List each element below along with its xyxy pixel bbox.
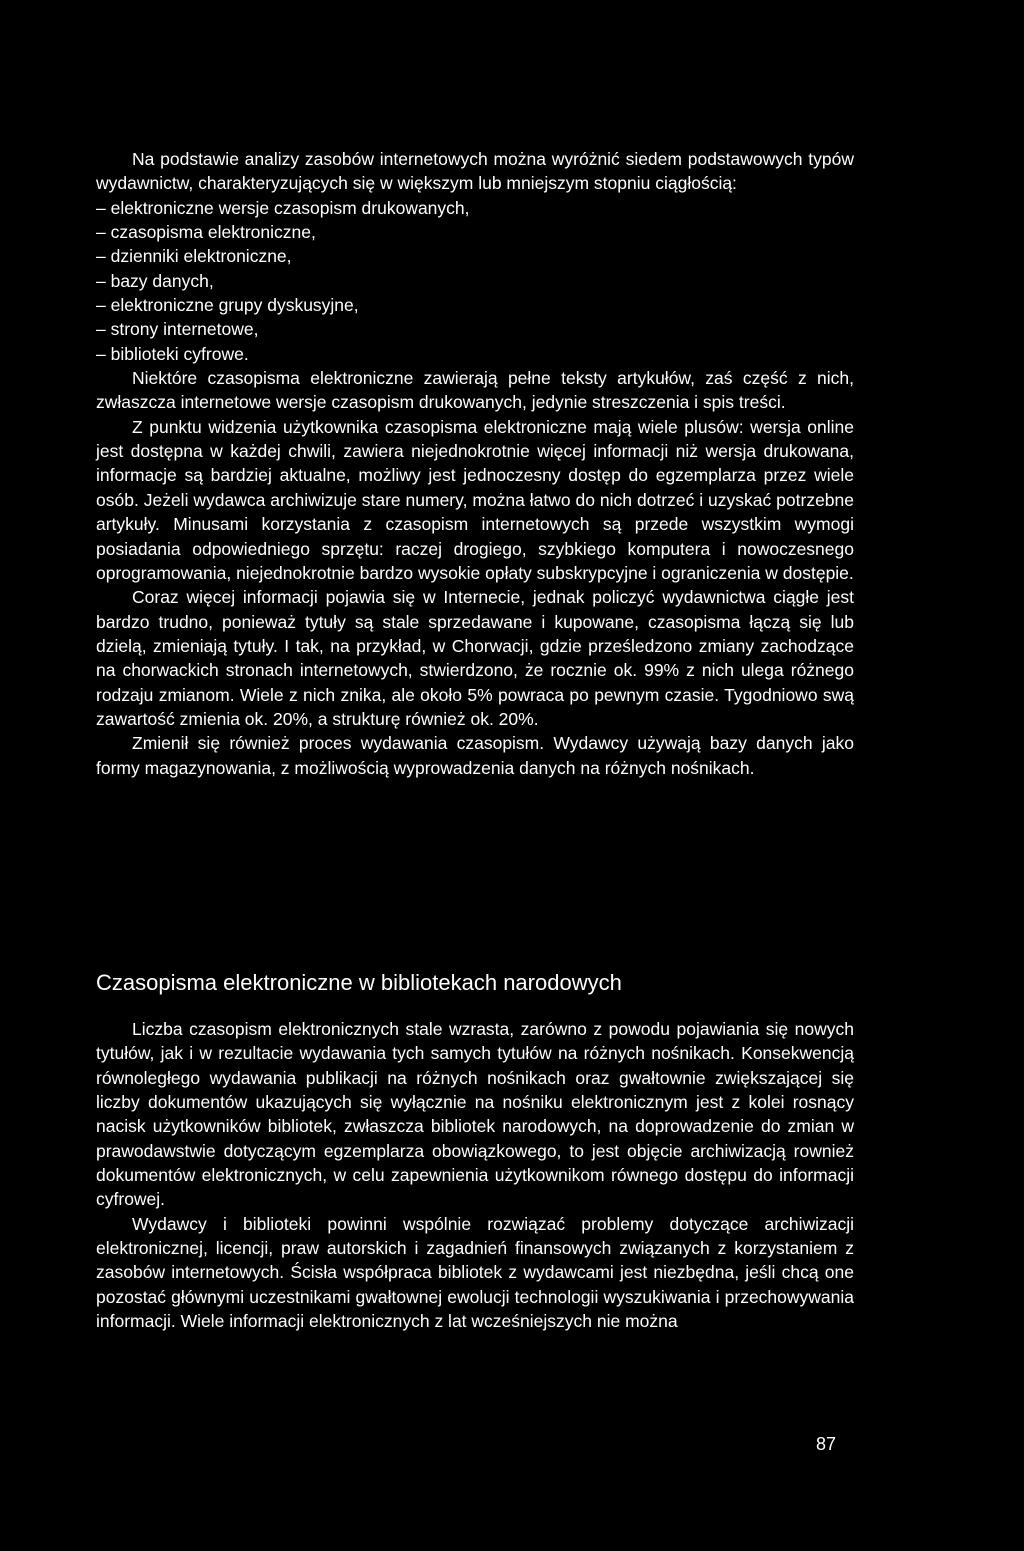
list-item: – dzienniki elektroniczne, bbox=[96, 246, 292, 267]
list-item: – biblioteki cyfrowe. bbox=[96, 343, 249, 364]
paragraph: Zmienił się również proces wydawania czasopism. Wydawcy używają bazy danych jako formy magazynowania, z możliwością wyprowadzenia danych na różnych nośnikach. bbox=[96, 733, 854, 778]
list-item: – bazy danych, bbox=[96, 270, 214, 291]
paragraph: Wydawcy i biblioteki powinni wspólnie rozwiązać problemy dotyczące archiwizacji elektronicznej, licencji, praw autorskich i zagadnień finansowych związanych z korzystaniem z zasobów internetowych. Ścisła współpraca bibliotek z wydawcami jest niezbędna, jeśli chcą one pozostać głównymi uczestnikami gwałtownej ewolucji technologii wyszukiwania i przechowywania informacji. Wiele informacji elektronicznych z lat wcześniejszych nie można bbox=[96, 1213, 854, 1332]
list-item: – elektroniczne wersje czasopism drukowanych, bbox=[96, 197, 470, 218]
section-body bbox=[96, 1017, 854, 1333]
list-item: – elektroniczne grupy dyskusyjne, bbox=[96, 295, 359, 316]
paragraph: Z punktu widzenia użytkownika czasopisma elektroniczne mają wiele plusów: wersja online jest dostępna w każdej chwili, zawiera niejednokrotnie więcej informacji niż wersja drukowana, informacje są bardziej aktualne, możliwy jest jednoczesny dostęp do egzemplarza przez wiele osób. Jeżeli wydawca archiwizuje stare numery, można łatwo do nich dotrzeć i uzyskać potrzebne artykuły. Minusami korzystania z czasopism internetowych są przede wszystkim wymogi posiadania odpowiedniego sprzętu: raczej drogiego, szybkiego komputera i nowoczesnego oprogramowania, niejednokrotnie bardzo wysokie opłaty subskrypcyjne i ograniczenia w dostępie. bbox=[96, 416, 854, 583]
page-number: 87 bbox=[816, 1434, 837, 1454]
body-text bbox=[96, 147, 854, 780]
paragraph: Niektóre czasopisma elektroniczne zawierają pełne teksty artykułów, zaś część z nich, zwłaszcza internetowe wersje czasopism drukowanych, jedynie streszczenia i spis treści. bbox=[96, 368, 854, 413]
section-heading: Czasopisma elektroniczne w bibliotekach narodowych bbox=[96, 970, 622, 995]
intro-paragraph: Na podstawie analizy zasobów internetowych można wyróżnić siedem podstawowych typów wydawnictw, charakteryzujących się w większym lub mniejszym stopniu ciągłością: bbox=[96, 149, 854, 194]
list-item: – czasopisma elektroniczne, bbox=[96, 222, 316, 243]
paragraph: Liczba czasopism elektronicznych stale wzrasta, zarówno z powodu pojawiania się nowych tytułów, jak i w rezultacie wydawania tych samych tytułów na różnych nośnikach. Konsekwencją równoległego wydawania publikacji na różnych nośnikach oraz gwałtownie zwiększającej się liczby dokumentów ukazujących się wyłącznie na nośniku elektronicznym jest z kolei rosnący nacisk użytkowników bibliotek, zwłaszcza bibliotek narodowych, na doprowadzenie do zmian w prawodawstwie dotyczącym egzemplarza obowiązkowego, to jest objęcie archiwizacją rownież dokumentów elektronicznych, w celu zapewnienia użytkownikom równego dostępu do informacji cyfrowej. bbox=[96, 1019, 854, 1210]
paragraph: Coraz więcej informacji pojawia się w Internecie, jednak policzyć wydawnictwa ciągłe jest bardzo trudno, ponieważ tytuły są stale sprzedawane i kupowane, czasopisma łączą się lub dzielą, zmieniają tytuły. I tak, na przykład, w Chorwacji, gdzie prześledzono zmiany zachodzące na chorwackich stronach internetowych, stwierdzono, że rocznie ok. 99% z nich ulega różnego rodzaju zmianom. Wiele z nich znika, ale około 5% powraca po pewnym czasie. Tygodniowo swą zawartość zmienia ok. 20%, a strukturę również ok. 20%. bbox=[96, 587, 854, 729]
publication-types-list bbox=[96, 196, 854, 366]
list-item: – strony internetowe, bbox=[96, 319, 259, 340]
